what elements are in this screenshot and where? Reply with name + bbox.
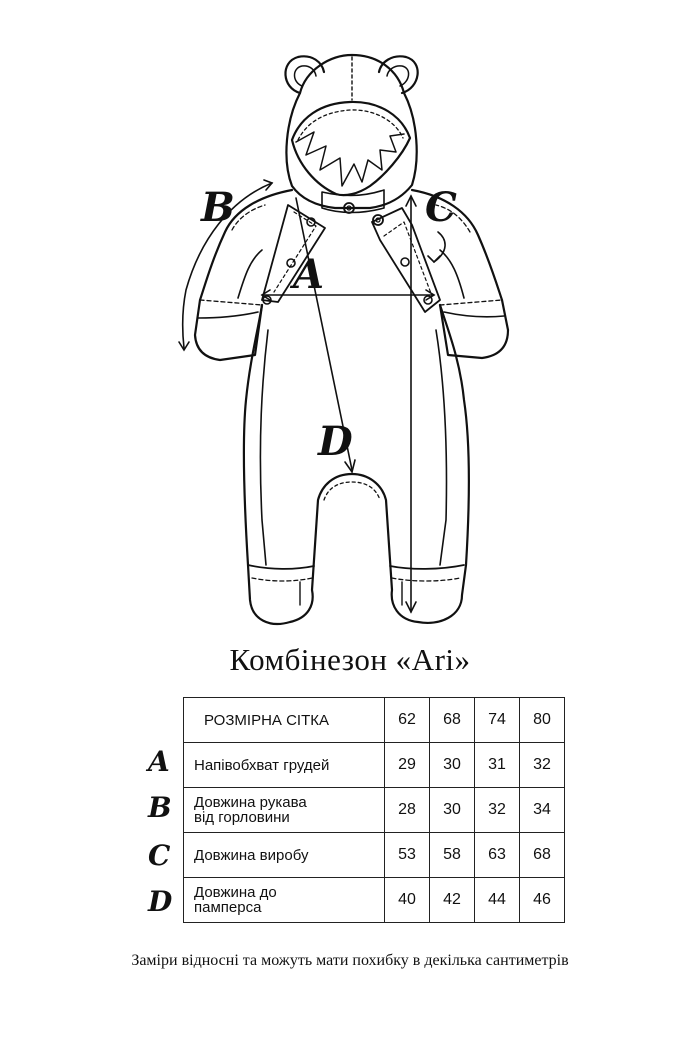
diagram-letter-b: B [201,184,235,231]
row-label [184,743,385,788]
row-label [184,833,385,878]
jumpsuit-body [244,305,469,624]
table-header-size: 62 [385,698,430,743]
row-label-line: від горловини [194,809,290,826]
table-cell: 68 [520,833,565,878]
table-cell: 28 [385,788,430,833]
table-cell: 40 [385,878,430,923]
row-label-line: Довжина виробу [194,846,309,864]
table-header-size: 74 [475,698,520,743]
table-row [184,878,565,923]
hood-opening [292,102,410,195]
row-label [184,878,385,923]
right-ear [379,56,418,93]
row-label [184,788,385,833]
row-letter-a: A [148,745,170,778]
row-letter-c: C [148,839,171,872]
table-cell: 63 [475,833,520,878]
row-letter-b: B [148,791,172,824]
table-header-row [184,698,565,743]
page-title: Комбінезон «Ari» [229,642,471,677]
table-cell: 31 [475,743,520,788]
diagram-letter-c: C [425,184,457,231]
table-cell: 42 [430,878,475,923]
row-label-line: Напівобхват грудей [194,756,330,774]
table-header-size: 80 [520,698,565,743]
table-cell: 30 [430,788,475,833]
table-header-label: РОЗМІРНА СІТКА [184,698,385,743]
table-cell: 30 [430,743,475,788]
table-cell: 58 [430,833,475,878]
table-cell: 53 [385,833,430,878]
table-cell: 46 [520,878,565,923]
row-label-line: Довжина рукава [194,794,307,811]
table-cell: 34 [520,788,565,833]
footnote: Заміри відносні та можуть мати похибку в декілька сантиметрів [131,952,569,969]
size-chart-table [183,697,565,923]
table-cell: 32 [520,743,565,788]
table-cell: 29 [385,743,430,788]
table-header-size: 68 [430,698,475,743]
row-label-line: Довжина до [194,884,277,901]
table-row [184,833,565,878]
row-label-line: памперса [194,899,262,916]
table-row [184,743,565,788]
left-ear [285,56,324,93]
table-row [184,788,565,833]
table-cell: 44 [475,878,520,923]
table-cell: 32 [475,788,520,833]
diagram-letter-d: D [318,418,353,465]
diagram-letter-a: A [293,251,325,298]
row-letter-d: D [148,885,173,918]
